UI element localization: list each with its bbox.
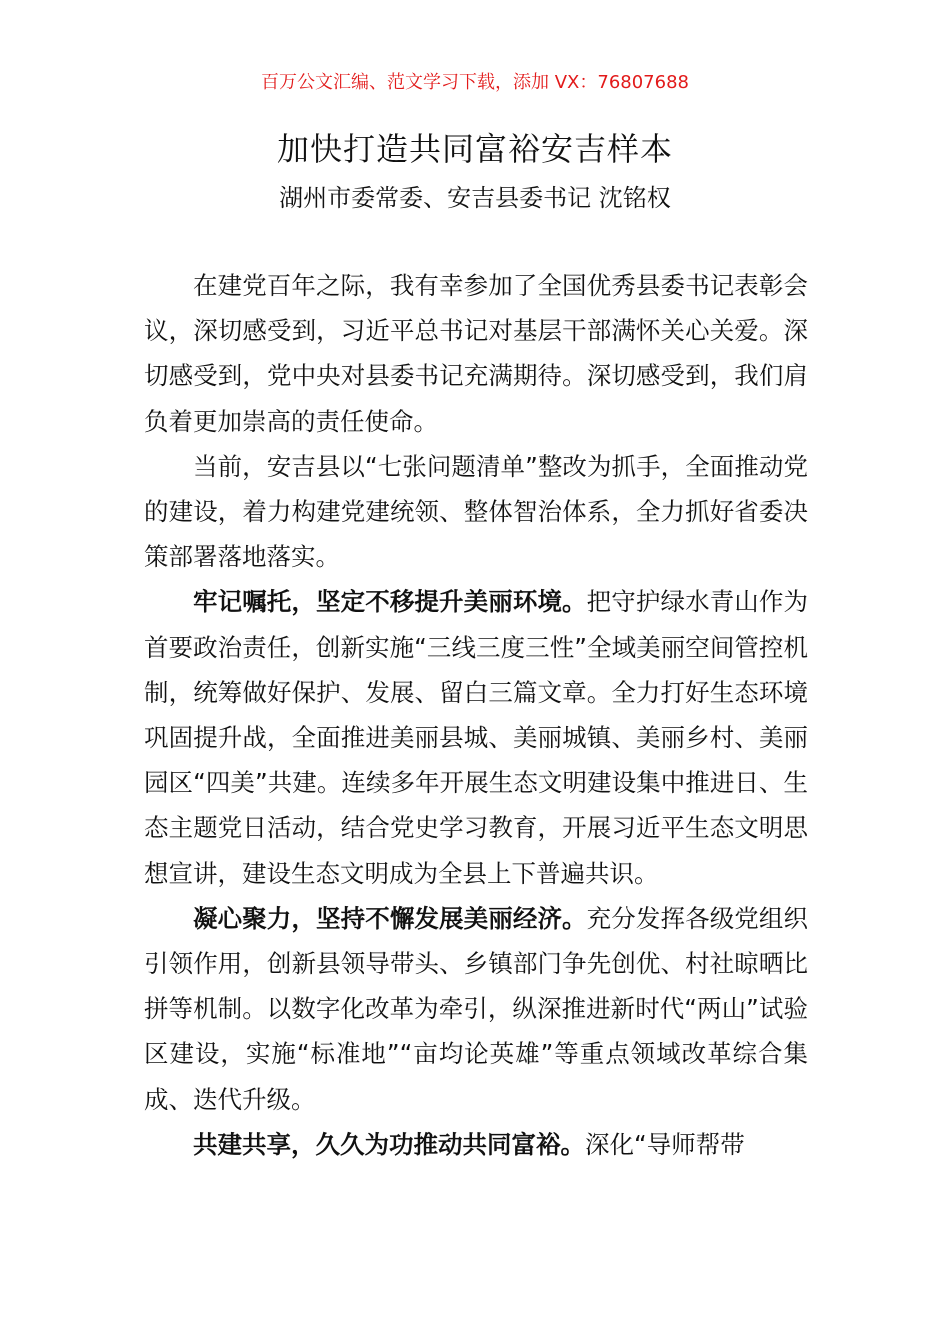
- paragraph-text: 充分发挥各级党组织引领作用，创新县领导带头、乡镇部门争先创优、村社晾晒比拼等机制。以数字化改革为牵引，纵深推进新时代“两山”试验区建设，实施“标准地”“亩均论英雄”等重点领域改革综合集成、迭代升级。: [144, 903, 809, 1114]
- paragraph-lead: 牢记嘱托，坚定不移提升美丽环境。: [193, 587, 587, 617]
- paragraph-text: 当前，安吉县以“七张问题清单”整改为抓手，全面推动党的建设，着力构建党建统领、整体智治体系，全力抓好省委决策部署落地落实。: [144, 451, 808, 572]
- paragraph: [144, 263, 808, 444]
- paragraph: [144, 444, 808, 580]
- paragraph-lead: 共建共享，久久为功推动共同富裕。: [193, 1129, 585, 1159]
- document-title: 加快打造共同富裕安吉样本: [276, 130, 673, 168]
- paragraph-text: 把守护绿水青山作为首要政治责任，创新实施“三线三度三性”全域美丽空间管控机制，统筹做好保护、发展、留白三篇文章。全力打好生态环境巩固提升战，全面推进美丽县城、美丽城镇、美丽乡村、美丽园区“四美”共建。连续多年开展生态文明建设集中推进日、生态主题党日活动，结合党史学习教育，开展习近平生态文明思想宣讲，建设生态文明成为全县上下普遍共识。: [144, 587, 809, 888]
- document-byline: 湖州市委常委、安吉县委书记 沈铭权: [279, 184, 671, 212]
- watermark-banner: 百万公文汇编、范文学习下载，添加 VX：76807688: [261, 72, 689, 93]
- document-body: [144, 263, 808, 1167]
- paragraph: [144, 896, 808, 1122]
- paragraph-text: 深化“导师帮带: [585, 1129, 745, 1159]
- paragraph-lead: 凝心聚力，坚持不懈发展美丽经济。: [193, 903, 587, 933]
- paragraph-text: 在建党百年之际，我有幸参加了全国优秀县委书记表彰会议，深切感受到，习近平总书记对基层干部满怀关心关爱。深切感受到，党中央对县委书记充满期待。深切感受到，我们肩负着更加崇高的责任使命。: [144, 271, 808, 436]
- paragraph: [144, 1122, 808, 1167]
- paragraph: [144, 579, 808, 895]
